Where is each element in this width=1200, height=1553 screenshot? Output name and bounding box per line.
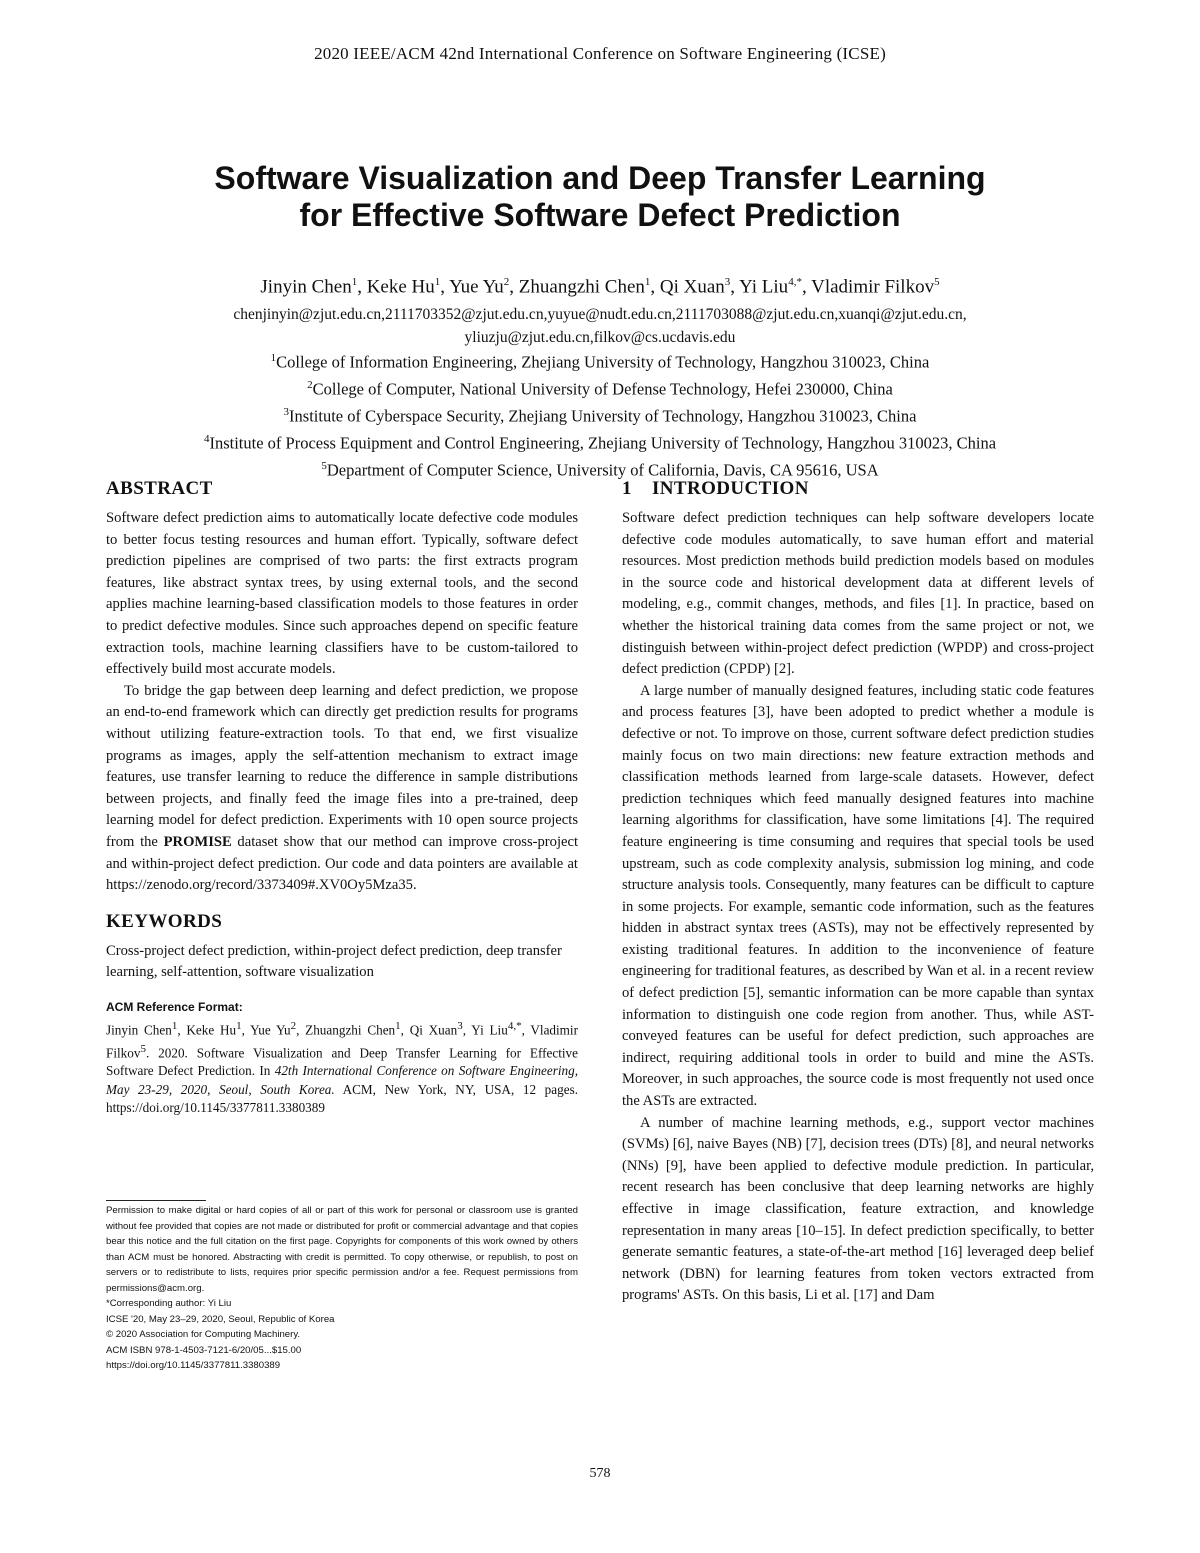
left-column: [106, 478, 578, 1118]
abstract-paragraph-1: Software defect prediction aims to automatically locate defective code modules to better focus testing resources and human effort. Typically, software defect prediction pipelines are comprised of two parts: the first extracts program features, like abstract syntax trees, by using external tools, and the second applies machine learning-based classification models to those features in order to predict defective modules. Since such approaches depend on specific feature extraction tools, machine learning classifiers have to be custom-tailored to effectively build most accurate models.: [106, 510, 578, 678]
corresponding-author: *Corresponding author: Yi Liu: [106, 1298, 232, 1309]
email-line-2: yliuzju@zjut.edu.cn,filkov@cs.ucdavis.edu: [464, 329, 736, 346]
abstract-paragraph-2: [106, 681, 578, 897]
author-name: Vladimir Filkov: [811, 276, 935, 298]
author-name: Yi Liu: [739, 276, 789, 298]
dataset-name: PROMISE: [163, 833, 232, 850]
affiliations: [0, 347, 1200, 482]
author-emails: [0, 303, 1200, 349]
author-sup: 2: [503, 276, 510, 288]
affiliation-text: College of Computer, National University of Defense Technology, Hefei 230000, China: [312, 379, 893, 399]
ref-sup: 1: [171, 1019, 178, 1032]
affiliation-text: College of Information Engineering, Zhejiang University of Technology, Hangzhou 310023, China: [276, 352, 930, 372]
intro-paragraph-1: Software defect prediction techniques can help software developers locate defective code modules automatically, to save human effort and material resources. Most prediction methods build prediction models based on modules in the source code and historical development data at different levels of modeling, e.g., commit changes, methods, and files [1]. In practice, based on whether the historical training data comes from the same project or not, we distinguish between within-project defect prediction (WPDP) and cross-project defect prediction (CPDP) [2].: [622, 510, 1094, 678]
affiliation-text: Department of Computer Science, University of California, Davis, CA 95616, USA: [326, 460, 879, 480]
right-column: [622, 478, 1094, 1307]
venue-line: ICSE '20, May 23–29, 2020, Seoul, Republic of Korea: [106, 1313, 335, 1325]
affiliation-sup: 2: [307, 378, 313, 391]
keywords-text: Cross-project defect prediction, within-project defect prediction, deep transfer learning, self-attention, software visualization: [106, 942, 562, 981]
author-sup: 1: [644, 276, 651, 288]
ref-author: , Keke Hu: [177, 1022, 237, 1038]
affiliation-sup: 3: [283, 405, 290, 418]
affiliation-sup: 1: [270, 352, 277, 364]
affiliation-text: Institute of Process Equipment and Control Engineering, Zhejiang University of Technology, Hangzhou 310023, China: [209, 433, 997, 453]
section-title: INTRODUCTION: [652, 478, 809, 499]
affiliation-item: [0, 374, 1200, 401]
author-name: Yue Yu: [449, 276, 504, 298]
ref-author: , Zhuangzhi Chen: [296, 1022, 396, 1038]
affiliation-item: [0, 347, 1200, 374]
ref-author: , Yi Liu: [462, 1022, 508, 1038]
abstract-text: To bridge the gap between deep learning and defect prediction, we propose an end-to-end framework which can directly get prediction results for programs without utilizing feature-extraction tools. To that end, we first visualize programs as images, apply the self-attention mechanism to extract image features, use transfer learning to reduce the difference in sample distributions between projects, and finally feed the image files into a pre-trained, deep learning model for defect prediction. Experiments with 10 open source projects from the: [106, 682, 578, 850]
paper-title: [0, 160, 1200, 234]
author-sup: 1: [434, 276, 441, 288]
email-line-1: chenjinyin@zjut.edu.cn,2111703352@zjut.edu.cn,yuyue@nudt.edu.cn,2111703088@zjut.edu.cn,xuanqi@zjut.edu.cn,: [233, 306, 967, 323]
author-name: Qi Xuan: [659, 276, 725, 298]
affiliation-sup: 5: [321, 459, 327, 472]
footnote-block: [106, 1203, 578, 1374]
acm-reference-text: [106, 1017, 578, 1118]
title-line-2: for Effective Software Defect Prediction: [299, 197, 901, 233]
author-sup: 1: [351, 276, 358, 288]
affiliation-text: Institute of Cyberspace Security, Zhejiang University of Technology, Hangzhou 310023, China: [289, 406, 917, 426]
affiliation-item: [0, 428, 1200, 455]
doi-line: https://doi.org/10.1145/3377811.3380389: [106, 1360, 281, 1371]
author-sup: 5: [934, 276, 940, 288]
ref-author: Jinyin Chen: [106, 1022, 172, 1038]
intro-paragraph-2: A large number of manually designed features, including static code features and process features [3], have been adopted to predict whether a module is defective or not. To improve on those, current software defect prediction studies mainly focus on two main directions: new feature extraction methods and classification methods learned from large-scale datasets. However, defect prediction techniques which feed manually designed features into machine learning algorithms for classification, have some limitations [4]. The required feature engineering is time consuming and requires that special tools be used upstream, such as code complexity analysis, submission log mining, and code structure analysis tools. Consequently, many features can be difficult to capture in some projects. For example, semantic code information, such as the features hidden in abstract syntax trees (ASTs), may not be effectively represented by existing traditional features. In addition to the inconvenience of feature engineering for traditional features, as described by Wan et al. in a recent review of defect prediction [5], semantic information can be more capable than syntax information to distinguish one code region from another. Thus, while AST-conveyed features can be useful for defect prediction, such approaches are indirect, requiring additional tools in order to build and mine the ASTs. Moreover, in such approaches, the source code is most frequently not used once the ASTs are extracted.: [622, 682, 1094, 1110]
author-name: Jinyin Chen: [260, 276, 352, 298]
footnote-rule: [106, 1200, 206, 1201]
ref-venue: 42th International Conference on Software Engineering, May 23-29, 2020, Seoul, South Korea.: [106, 1063, 578, 1097]
ref-sup: 2: [290, 1019, 297, 1032]
section-number: 1: [622, 478, 632, 499]
author-name: Keke Hu: [366, 276, 435, 298]
ref-sup: 1: [395, 1019, 401, 1032]
conference-header: 2020 IEEE/ACM 42nd International Conference on Software Engineering (ICSE): [314, 44, 886, 63]
ref-author: , Qi Xuan: [400, 1022, 458, 1038]
ref-text: . 2020. Software Visualization and Deep Transfer Learning for Effective Software Defect Prediction. In: [106, 1045, 578, 1079]
ref-sup: 5: [140, 1042, 146, 1055]
page-number: 578: [589, 1466, 611, 1481]
author-sup: 4,*: [788, 276, 802, 288]
title-line-1: Software Visualization and Deep Transfer Learning: [214, 160, 986, 196]
acm-reference-heading: ACM Reference Format:: [106, 999, 243, 1014]
ref-text: ACM, New York, NY, USA, 12 pages. https://doi.org/10.1145/3377811.3380389: [106, 1081, 579, 1116]
author-sup: 3: [724, 276, 731, 288]
affiliation-sup: 4: [203, 432, 210, 445]
ref-sup: 3: [457, 1019, 463, 1032]
ref-sup: 1: [236, 1019, 242, 1032]
abstract-text: dataset show that our method can improve cross-project and within-project defect prediction. Our code and data pointers are available at https://zenodo.org/record/3373409#.XV0Oy5Mza35.: [106, 833, 579, 894]
introduction-heading: [622, 478, 1094, 500]
keywords-heading: KEYWORDS: [106, 910, 223, 932]
intro-paragraph-3: A number of machine learning methods, e.g., support vector machines (SVMs) [6], naive Bayes (NB) [7], decision trees (DTs) [8], and neural networks (NNs) [9], have been applied to defective module prediction. In particular, recent research has been conclusive that deep learning networks are highly effective in image classification, feature extraction, and knowledge representation in many areas [10–15]. In defect prediction specifically, to better generate semantic features, a state-of-the-art method [16] leveraged deep belief network (DBN) for learning features from token vectors extracted from programs' ASTs. On this basis, Li et al. [17] and Dam: [622, 1114, 1094, 1304]
abstract-heading: ABSTRACT: [106, 478, 213, 499]
affiliation-item: [0, 401, 1200, 428]
permission-notice: Permission to make digital or hard copies of all or part of this work for personal or classroom use is granted without fee provided that copies are not made or distributed for profit or commercial advantage and that copies bear this notice and the full citation on the first page. Copyrights for components of this work owned by others than ACM must be honored. Abstracting with credit is permitted. To copy otherwise, or republish, to post on servers or to redistribute to lists, requires prior specific permission and/or a fee. Request permissions from permissions@acm.org.: [106, 1205, 578, 1294]
author-name: Zhuangzhi Chen: [518, 276, 645, 298]
ref-author: , Vladimir Filkov: [106, 1022, 578, 1061]
ref-sup: 4,*: [507, 1019, 522, 1032]
ref-author: , Yue Yu: [241, 1022, 291, 1038]
isbn-line: ACM ISBN 978-1-4503-7121-6/20/05...$15.00: [106, 1344, 302, 1356]
author-list: Jinyin Chen$^1$, Keke Hu$^1$, Yue Yu$^2$, Zhuangzhi Chen$^1$, Qi Xuan$^3$, Yi Liu$^{4,*}$, Vladimir Filkov$^5$: [260, 276, 940, 298]
copyright-line: © 2020 Association for Computing Machinery.: [106, 1329, 301, 1340]
